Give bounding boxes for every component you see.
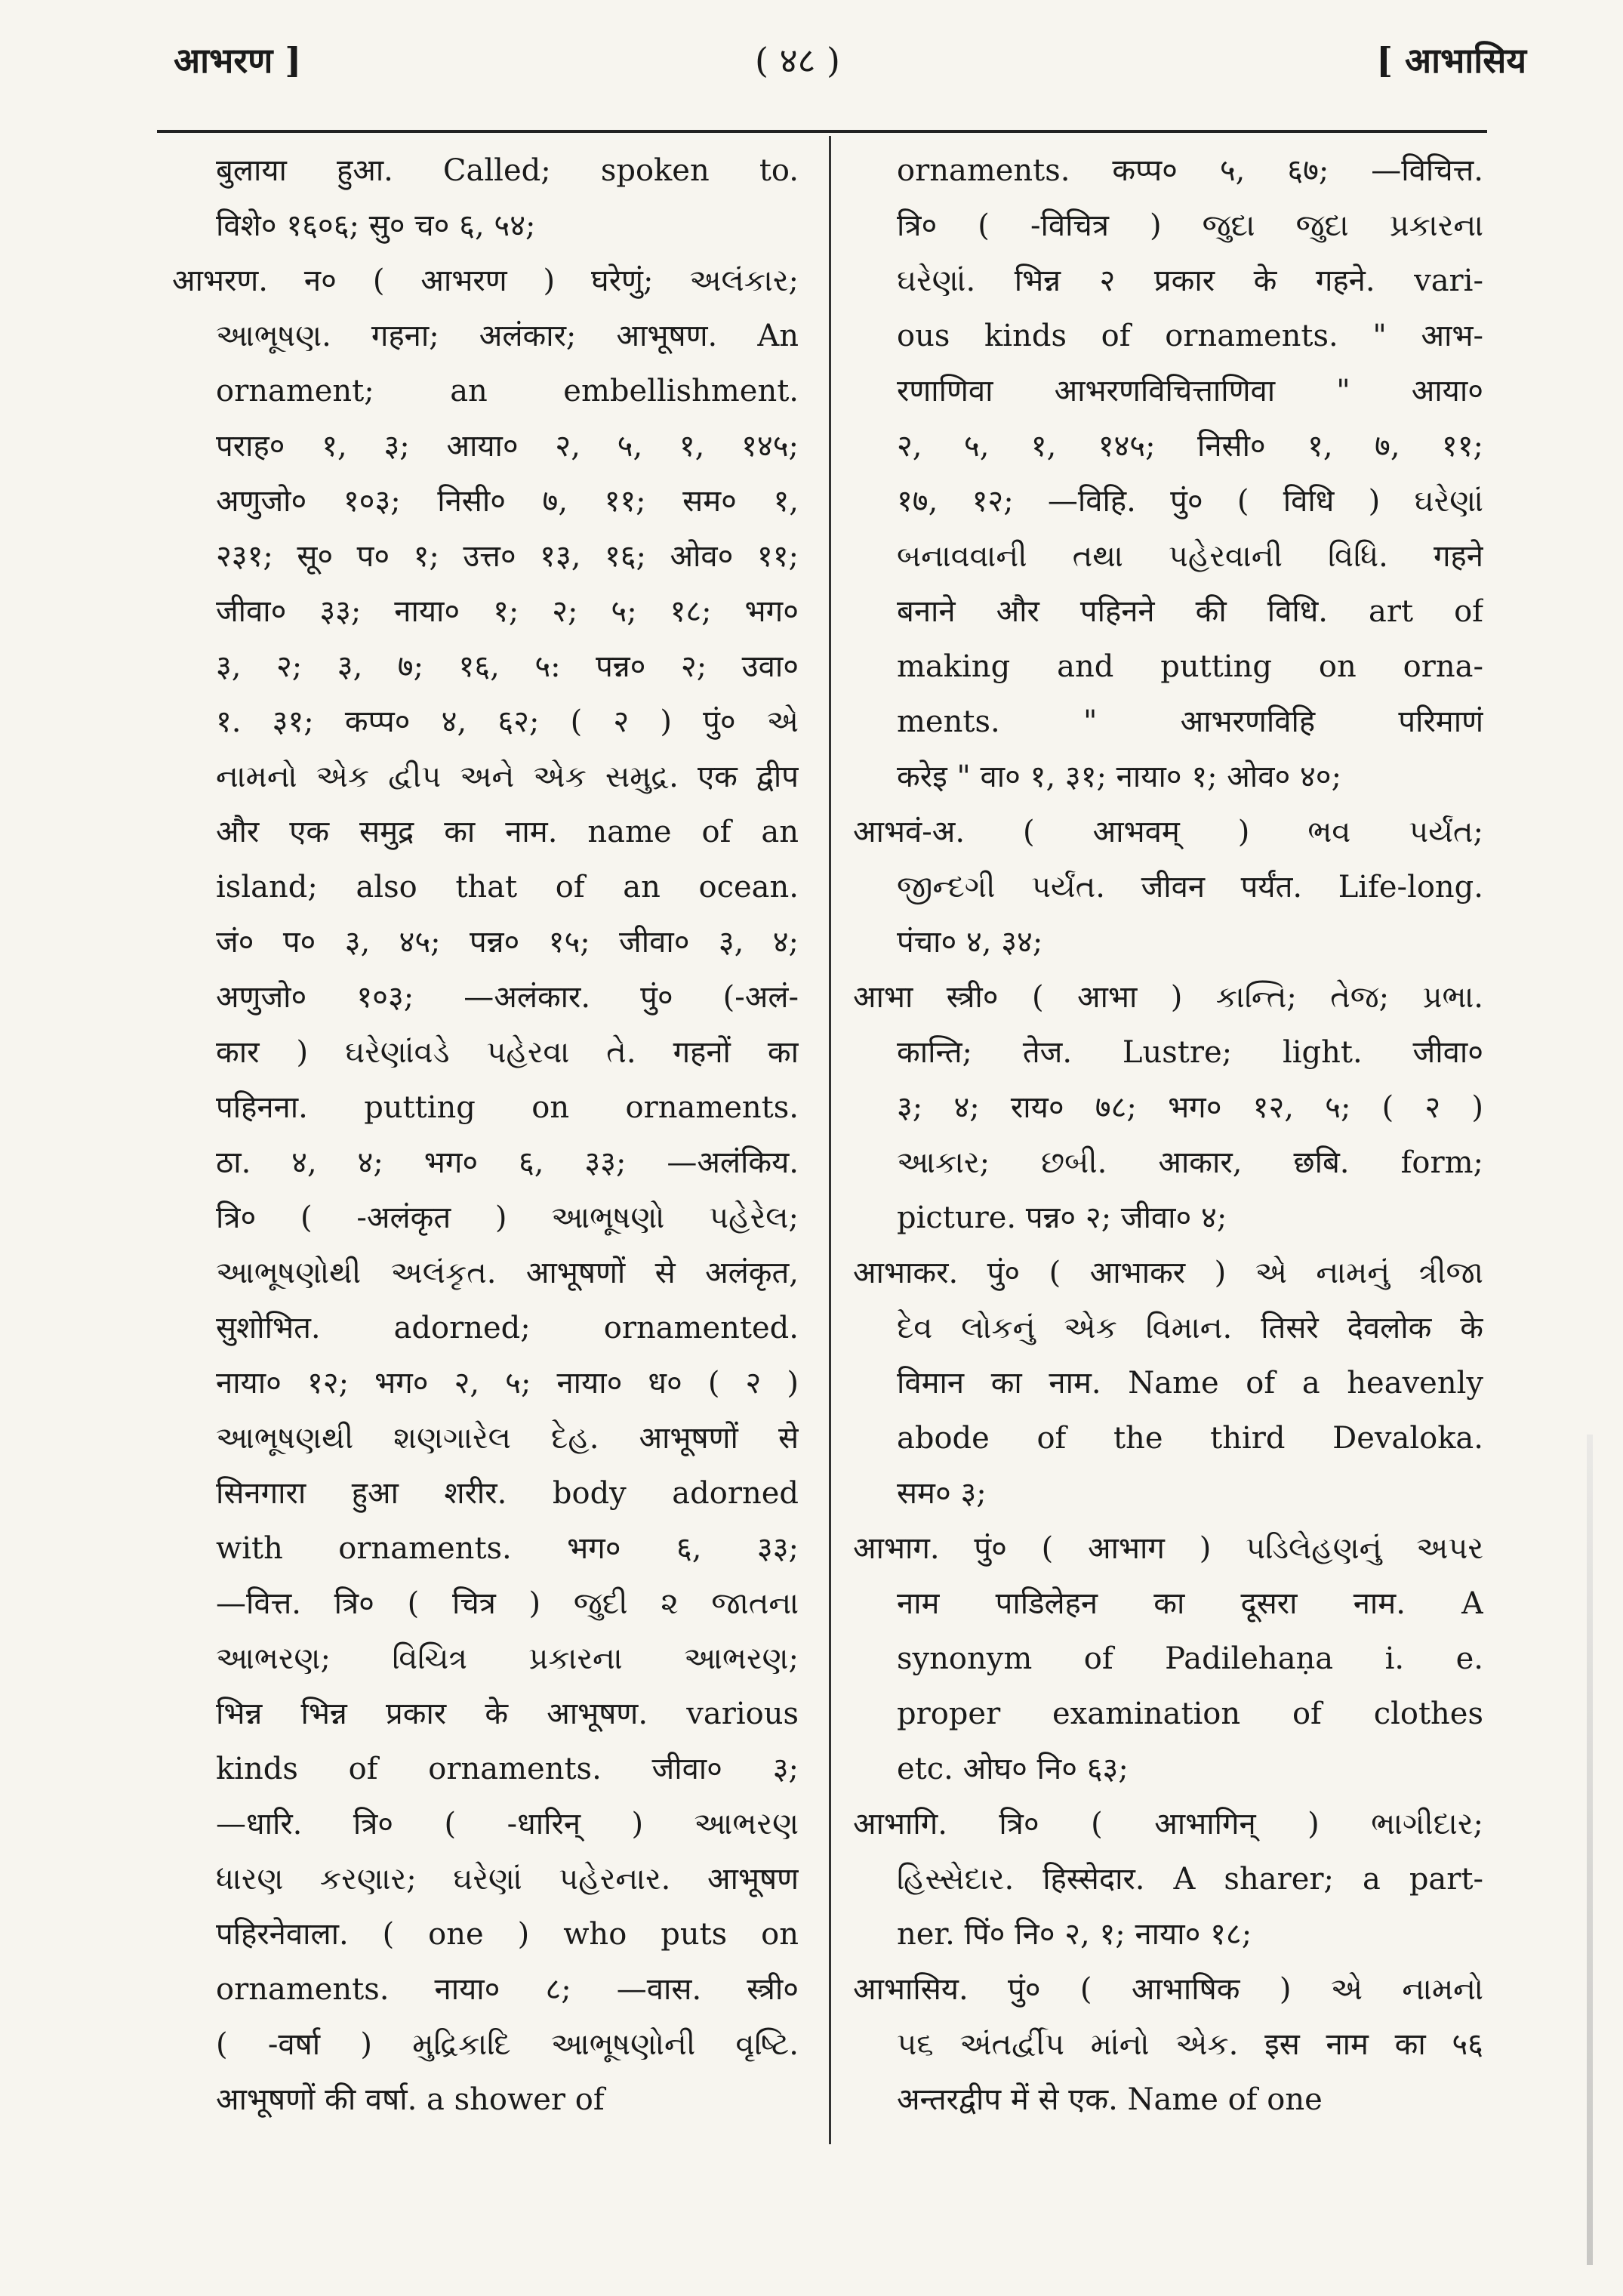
- text-line: ornaments. कप्प० ५, ६७; —विचित्त.: [897, 153, 1483, 188]
- text-line: ( -वर्षा ) મુદ્રિકાદિ આભૂષણોની વૃષ્ટિ.: [216, 2027, 799, 2062]
- text-line: आभाकर. पुं० ( आभाकर ) એ નામનું ત્રીજા: [853, 1256, 1483, 1290]
- text-line: जं० प० ३, ४५; पन्न० १५; जीवा० ३, ४;: [216, 925, 799, 960]
- page-number: ( ४८ ): [755, 40, 840, 81]
- text-line: पहिनना. putting on ornaments.: [216, 1090, 799, 1125]
- text-line: अन्तरद्वीप में से एक. Name of one: [897, 2082, 1323, 2117]
- text-line: ધારણ કરણાર; ઘરેણાં પહેરનાર. आभूषण: [216, 1862, 799, 1897]
- text-line: पराह० १, ३; आया० २, ५, १, १४५;: [216, 429, 799, 464]
- text-line: ઘરેણાં. भिन्न २ प्रकार के गहने. vari-: [897, 264, 1483, 298]
- text-line: रणाणिवा आभरणविचित्ताणिवा " आया०: [897, 374, 1483, 408]
- text-line: करेइ " वा० १, ३१; नाया० १; ओव० ४०;: [897, 760, 1342, 794]
- text-line: etc. ओघ० नि० ६३;: [897, 1752, 1129, 1786]
- text-line: જીન્દગી પર્યંત. जीवन पर्यंत. Life-long.: [897, 870, 1483, 905]
- text-line: ornaments. नाया० ८; —वास. स्त्री०: [216, 1972, 799, 2007]
- text-line: आभासिय. पुं० ( आभाषिक ) એ નામનો: [853, 1972, 1483, 2007]
- text-line: બનાવવાની તથા પહેરવાની વિધિ. गहने: [897, 539, 1483, 574]
- text-line: त्रि० ( -अलंकृत ) આભૂષણો પહેરેલ;: [216, 1200, 799, 1235]
- column-divider: [829, 136, 831, 2144]
- text-line: १७, १२; —विहि. पुं० ( विधि ) ઘરેણાં: [897, 484, 1483, 519]
- text-line: આભરણ; વિચિત્ર પ્રકારના આભરણ;: [216, 1641, 799, 1676]
- text-line: नाया० १२; भग० २, ५; नाया० ध० ( २ ): [216, 1366, 799, 1401]
- right-column: [853, 143, 1483, 2128]
- text-line: હિસ્સેદાર. हिस्सेदार. A sharer; a part-: [897, 1862, 1483, 1897]
- text-line: ३, २; ३, ७; १६, ५: पन्न० २; उवा०: [216, 649, 799, 684]
- text-line: बुलाया हुआ. Called; spoken to.: [216, 153, 799, 188]
- text-line: भिन्न भिन्न प्रकार के आभूषण. various: [216, 1697, 799, 1731]
- text-line: abode of the third Devaloka.: [897, 1421, 1483, 1456]
- text-line: ornament; an embellishment.: [216, 374, 799, 408]
- text-line: आभागि. त्रि० ( आभागिन् ) ભાગીદાર;: [853, 1807, 1483, 1841]
- text-line: synonym of Padilehaṇa i. e.: [897, 1641, 1483, 1676]
- text-line: त्रि० ( -विचित्र ) જુદા જુદા પ્રકારના: [897, 208, 1483, 243]
- text-line: आभाग. पुं० ( आभाग ) પડિલેહણનું અપર: [853, 1531, 1483, 1566]
- text-line: with ornaments. भग० ६, ३३;: [216, 1531, 799, 1566]
- text-line: १. ३१; कप्प० ४, ६२; ( २ ) पुं० એ: [216, 704, 799, 739]
- header-left-guideword: आभरण ]: [174, 40, 302, 81]
- text-line: island; also that of an ocean.: [216, 870, 799, 905]
- text-line: विशे० १६०६; सु० च० ६, ५४;: [216, 208, 536, 243]
- text-line: पंचा० ४, ३४;: [897, 925, 1043, 960]
- text-line: २, ५, १, १४५; निसी० १, ७, ११;: [897, 429, 1483, 464]
- text-line: ૫૬ અંતર્દ્વીપ માંનો એક. इस नाम का ५६: [897, 2027, 1483, 2062]
- text-line: कार ) ઘરેણાંવડે પહેરવા તે. गहनों का: [216, 1035, 799, 1070]
- text-line: આભૂષણોથી અલંકૃત. आभूषणों से अलंकृत,: [216, 1256, 799, 1290]
- text-line: आभा स्त्री० ( आभा ) કાન્તિ; તેજ; પ્રભા.: [853, 980, 1483, 1015]
- text-line: proper examination of clothes: [897, 1697, 1483, 1731]
- text-line: २३१; सू० प० १; उत्त० १३, १६; ओव० ११;: [216, 539, 799, 574]
- text-line: દેવ લોકનું એક વિમાન. तिसरे देवलोक के: [897, 1311, 1483, 1345]
- text-line: सम० ३;: [897, 1476, 987, 1511]
- text-line: नाम पाडिलेहन का दूसरा नाम. A: [897, 1586, 1483, 1621]
- text-line: जीवा० ३३; नाया० १; २; ५; १८; भग०: [216, 594, 799, 629]
- text-line: सुशोभित. adorned; ornamented.: [216, 1311, 799, 1345]
- text-line: ३; ४; राय० ७८; भग० १२, ५; ( २ ): [897, 1090, 1483, 1125]
- text-line: —वित्त. त्रि० ( चित्र ) જુદી ૨ જાતના: [216, 1586, 799, 1621]
- text-line: picture. पन्न० २; जीवा० ४;: [897, 1200, 1227, 1235]
- text-line: —धारि. त्रि० ( -धारिन् ) આભરણ: [216, 1807, 799, 1841]
- page-edge-shadow: [1587, 1435, 1593, 2265]
- text-line: આભૂષણ. गहना; अलंकार; आभूषण. An: [216, 319, 799, 353]
- text-line: आभवं-अ. ( आभवम् ) ભવ પર્યંત;: [853, 815, 1483, 849]
- text-line: આકાર; છબી. आकार, छबि. form;: [897, 1145, 1483, 1180]
- text-line: अणुजो० १०३; निसी० ७, ११; सम० १,: [216, 484, 799, 519]
- text-line: और एक समुद्र का नाम. name of an: [216, 815, 799, 849]
- text-line: ner. पिं० नि० २, १; नाया० १८;: [897, 1917, 1252, 1952]
- text-line: નામનો એક દ્વીપ અને એક સમુદ્ર. एक द्वीप: [216, 760, 799, 794]
- left-column: [172, 143, 799, 2128]
- text-line: सिनगारा हुआ शरीर. body adorned: [216, 1476, 799, 1511]
- text-line: ous kinds of ornaments. " आभ-: [897, 319, 1483, 353]
- text-line: making and putting on orna-: [897, 649, 1483, 684]
- header-rule: [157, 130, 1487, 133]
- text-line: आभूषणों की वर्षा. a shower of: [216, 2082, 605, 2117]
- text-line: विमान का नाम. Name of a heavenly: [897, 1366, 1483, 1401]
- text-line: ments. " आभरणविहि परिमाणं: [897, 704, 1483, 739]
- text-line: આભૂષણથી શણગારેલ દેહ. आभूषणों से: [216, 1421, 799, 1456]
- text-line: कान्ति; तेज. Lustre; light. जीवा०: [897, 1035, 1483, 1070]
- text-line: kinds of ornaments. जीवा० ३;: [216, 1752, 799, 1786]
- text-line: आभरण. न० ( आभरण ) घरेणुं; અલંકાર;: [172, 264, 799, 298]
- header-right-guideword: [ आभासिय: [1376, 40, 1526, 81]
- text-line: अणुजो० १०३; —अलंकार. पुं० (-अलं-: [216, 980, 799, 1015]
- text-line: बनाने और पहिनने की विधि. art of: [897, 594, 1483, 629]
- text-line: पहिरनेवाला. ( one ) who puts on: [216, 1917, 799, 1952]
- text-line: ठा. ४, ४; भग० ६, ३३; —अलंकिय.: [216, 1145, 799, 1180]
